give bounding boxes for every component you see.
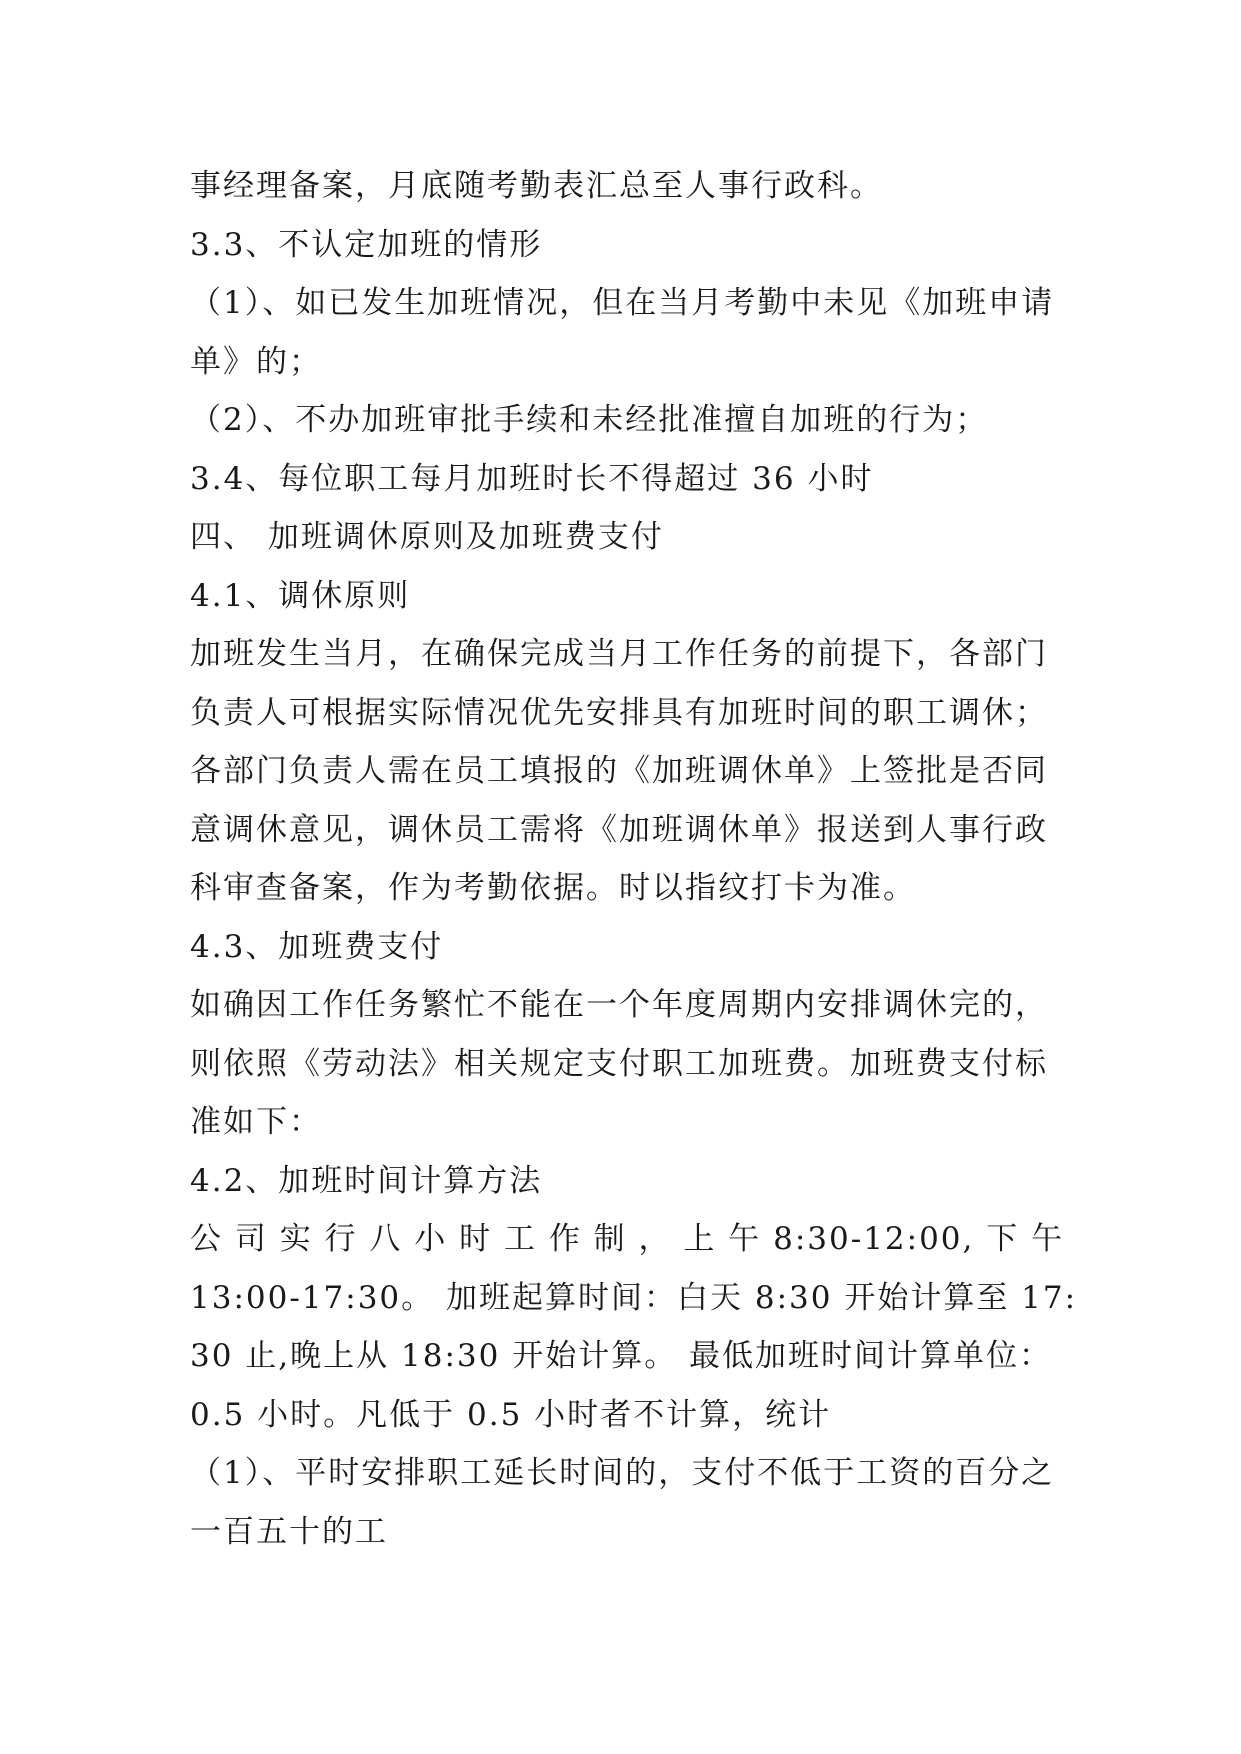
section-heading: 4.3、加班费支付 bbox=[190, 928, 444, 965]
text-line: （2）、不办加班审批手续和未经批准擅自加班的行为； bbox=[190, 402, 989, 438]
text-line: 3.4、每位职工每月加班时长不得超过 36 小时 bbox=[190, 460, 874, 497]
document-body bbox=[190, 157, 1078, 1561]
text-line: 则依照《劳动法》相关规定支付职工加班费。加班费支付标 bbox=[190, 1045, 1048, 1082]
text-line: 0.5 小时。凡低于 0.5 小时者不计算，统计 bbox=[190, 1396, 832, 1433]
text-line: 事经理备案，月底随考勤表汇总至人事行政科。 bbox=[190, 168, 883, 204]
text-line: 各部门负责人需在员工填报的《加班调休单》上签批是否同 bbox=[190, 753, 1048, 789]
text-line: （1）、如已发生加班情况，但在当月考勤中未见《加班申请 bbox=[190, 285, 1055, 321]
text-line: 准如下： bbox=[190, 1104, 322, 1140]
text-line: 公 司 实 行 八 小 时 工 作 制 ， 上 午 8:30-12:00, 下 午 bbox=[190, 1221, 1065, 1257]
section-heading: 4.1、调休原则 bbox=[190, 577, 411, 614]
text-line: 一百五十的工 bbox=[190, 1513, 388, 1550]
text-line: 如确因工作任务繁忙不能在一个年度周期内安排调休完的， bbox=[190, 987, 1048, 1023]
section-heading: 3.3、不认定加班的情形 bbox=[190, 226, 543, 263]
text-line: 30 止,晚上从 18:30 开始计算。 最低加班时间计算单位： bbox=[190, 1338, 1053, 1374]
text-line: 科审查备案，作为考勤依据。时以指纹打卡为准。 bbox=[190, 870, 916, 906]
text-line: 单》的； bbox=[190, 343, 322, 380]
section-heading: 4.2、加班时间计算方法 bbox=[190, 1162, 543, 1199]
text-line: 加班发生当月，在确保完成当月工作任务的前提下，各部门 bbox=[190, 636, 1048, 672]
text-line: 意调休意见，调休员工需将《加班调休单》报送到人事行政 bbox=[190, 811, 1048, 848]
chapter-heading: 四、 加班调休原则及加班费支付 bbox=[190, 519, 664, 555]
text-line: 13:00-17:30。 加班起算时间：白天 8:30 开始计算至 17: bbox=[190, 1279, 1078, 1316]
text-line: 负责人可根据实际情况优先安排具有加班时间的职工调休； bbox=[190, 694, 1048, 731]
text-line: （1）、平时安排职工延长时间的，支付不低于工资的百分之 bbox=[190, 1455, 1055, 1491]
